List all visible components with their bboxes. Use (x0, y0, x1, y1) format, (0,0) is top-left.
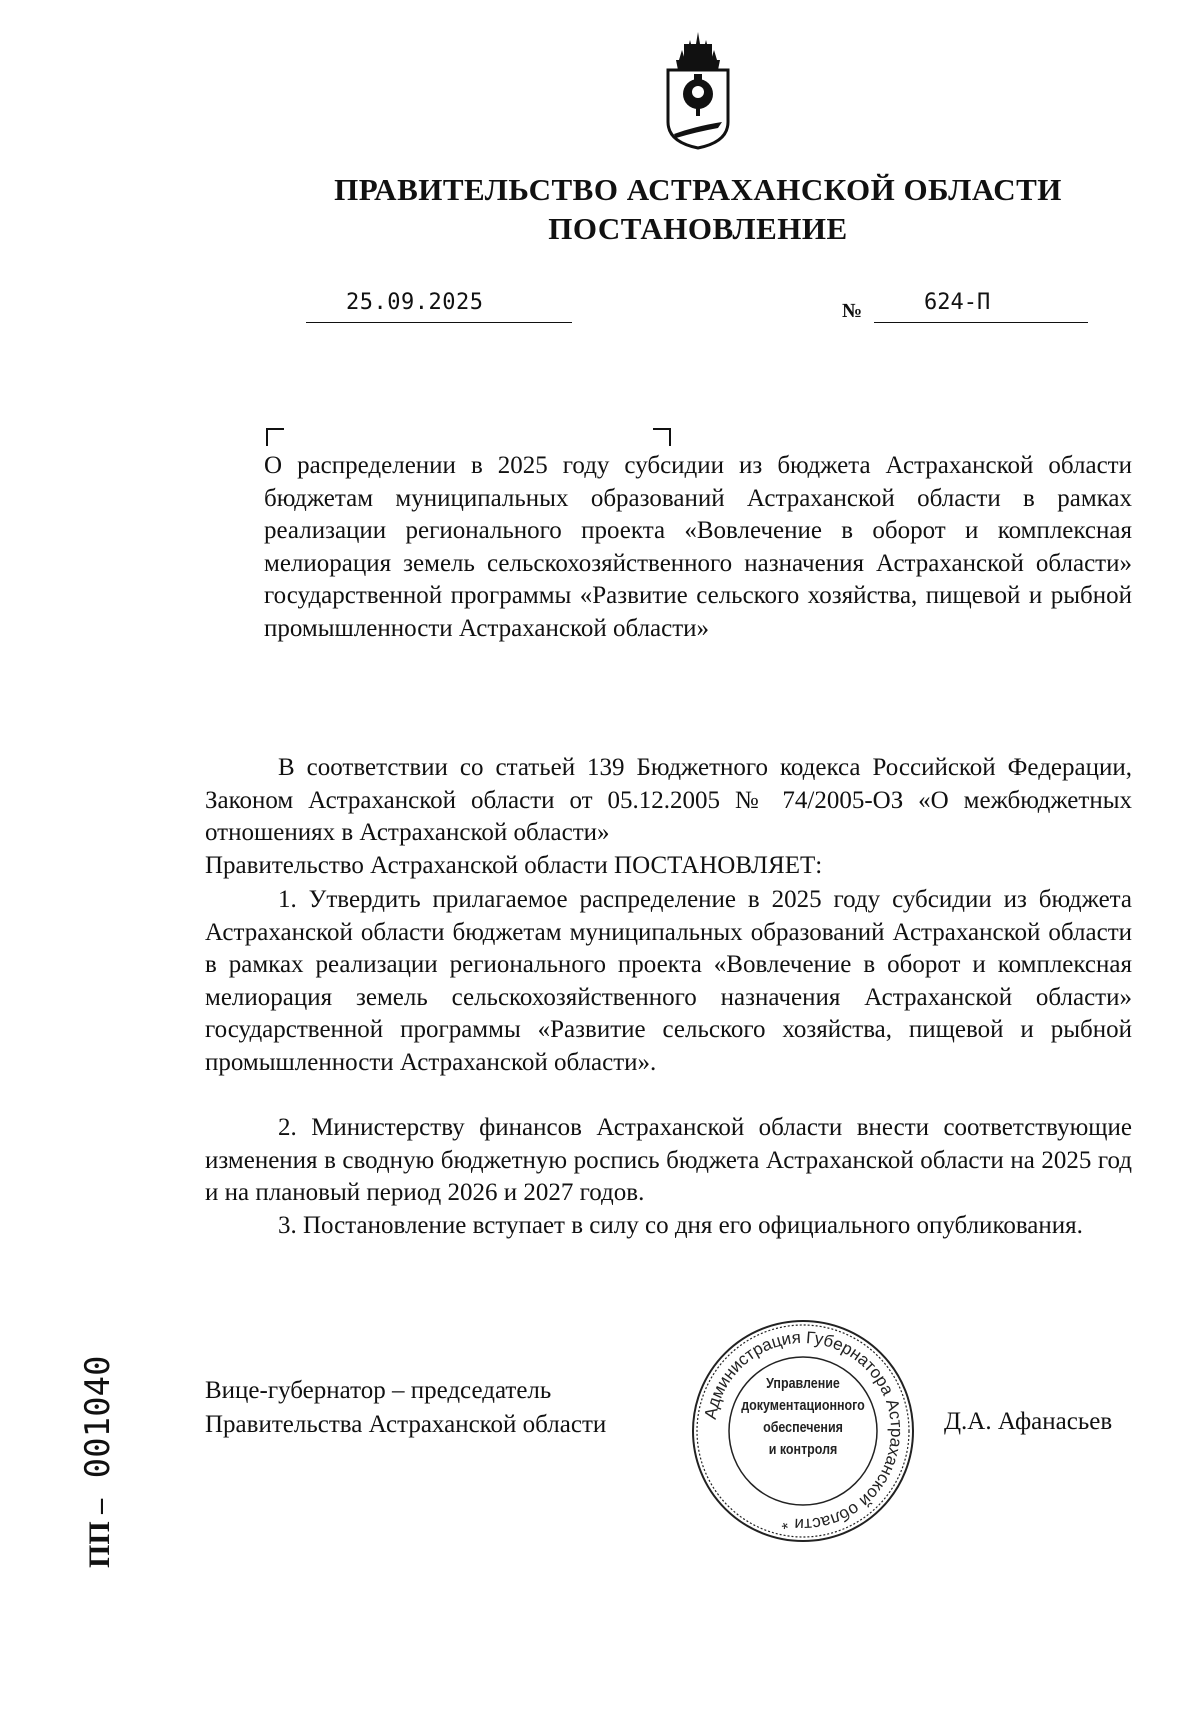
side-mark-number: 001040 (78, 1355, 118, 1479)
document-number: 624-П (924, 290, 991, 315)
side-registration-mark (78, 1356, 118, 1568)
legal-basis-paragraph: В соответствии со статьей 139 Бюджетного кодекса Российской Федерации, Законом Астраханской области от 05.12.2005 № 74/2005-ОЗ «О межбюджетных отношениях в Астраханской области» (205, 754, 1132, 846)
title-corner-right (653, 428, 671, 446)
stamp-center-line-3: обеспечения (763, 1420, 843, 1436)
signatory-position-line-1: Вице-губернатор – председатель (205, 1377, 552, 1404)
number-sign: № (842, 300, 863, 322)
stamp-ring-text: Администрация Губернатора Астраханской области * (700, 1327, 907, 1535)
resolution-item-2: 2. Министерству финансов Астраханской области внести соответствующие изменения в сводную бюджетную роспись бюджета Астраханской области на 2025 год и на плановый период 2026 и 2027 годов. (205, 1114, 1132, 1206)
coat-of-arms-emblem (660, 30, 736, 152)
document-date: 25.09.2025 (346, 290, 484, 315)
stamp-center-line-4: и контроля (768, 1442, 838, 1458)
resolution-item-3: 3. Постановление вступает в силу со дня его официального опубликования. (278, 1212, 1083, 1239)
document-type-heading: ПОСТАНОВЛЕНИЕ (548, 211, 848, 246)
signatory-name: Д.А. Афанасьев (944, 1408, 1113, 1435)
signatory-position (205, 1374, 606, 1442)
stamp-center-line-2: документационного (741, 1398, 865, 1414)
organization-heading: ПРАВИТЕЛЬСТВО АСТРАХАНСКОЙ ОБЛАСТИ (334, 172, 1062, 207)
resolution-item-1: 1. Утвердить прилагаемое распределение в 2025 году субсидии из бюджета Астраханской области бюджетам муниципальных образований Астраханской области в рамках реализации регионального проекта «Вовлечение в оборот и комплексная мелиорация земель сельскохозяйственного назначения Астраханской области» государственной программы «Развитие сельского хозяйства, пищевой и рыбной промышленности Астраханской области». (205, 886, 1132, 1076)
resolves-line: Правительство Астраханской области ПОСТАНОВЛЯЕТ: (205, 852, 823, 879)
document-title: О распределении в 2025 году субсидии из бюджета Астраханской области бюджетам муниципальных образований Астраханской области в рамках реализации регионального проекта «Вовлечение в оборот и комплексная мелиорация земель сельскохозяйственного назначения Астраханской области» государственной программы «Развитие сельского хозяйства, пищевой и рыбной промышленности Астраханской области» (264, 452, 1132, 642)
title-corner-left (266, 428, 284, 446)
side-mark-prefix: ПП – (83, 1498, 116, 1568)
stamp-center-text (737, 1373, 869, 1461)
stamp-center-line-1: Управление (766, 1376, 840, 1392)
signatory-position-line-2: Правительства Астраханской области (205, 1411, 607, 1438)
